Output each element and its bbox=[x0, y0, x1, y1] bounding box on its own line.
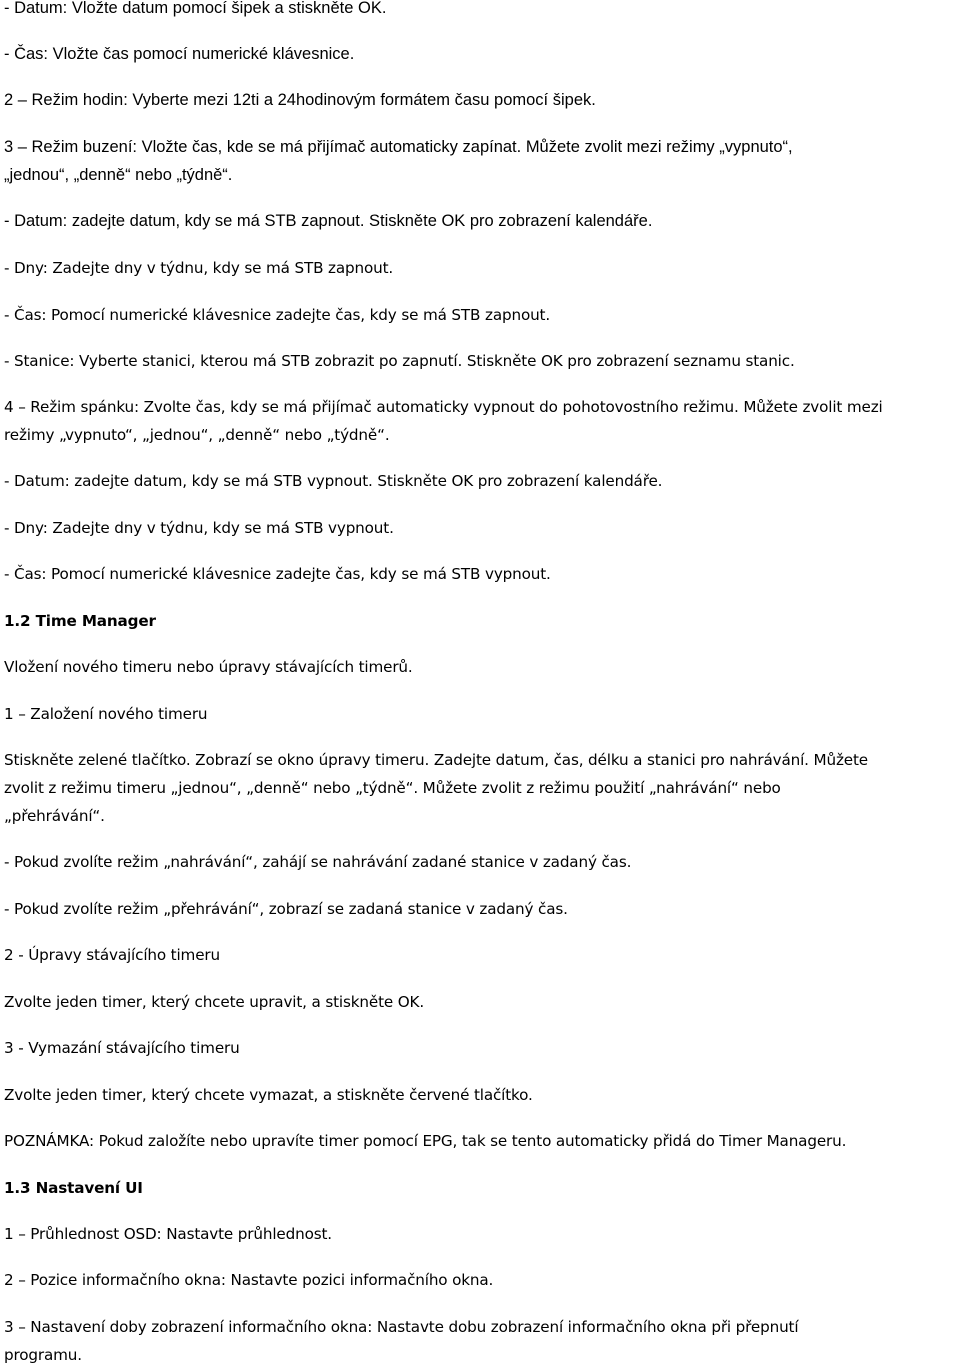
new-timer-paragraph: Stiskněte zelené tlačítko. Zobrazí se okno úpravy timeru. Zadejte datum, čas, délku a stanici pro nahrávání. Můžete bbox=[4, 751, 868, 769]
section-heading-time-manager: 1.2 Time Manager bbox=[4, 612, 156, 630]
delete-timer-heading: 3 - Vymazání stávajícího timeru bbox=[4, 1039, 240, 1057]
sleep-days-bullet: - Dny: Zadejte dny v týdnu, kdy se má STB vypnout. bbox=[4, 519, 394, 537]
wake-time-bullet: - Čas: Pomocí numerické klávesnice zadejte čas, kdy se má STB zapnout. bbox=[4, 306, 551, 324]
sleep-time-bullet: - Čas: Pomocí numerické klávesnice zadejte čas, kdy se má STB vypnout. bbox=[4, 565, 551, 583]
clock-mode-paragraph: 2 – Režim hodin: Vyberte mezi 12ti a 24hodinovým formátem času pomocí šipek. bbox=[4, 91, 596, 109]
record-mode-bullet: - Pokud zvolíte režim „nahrávání“, zahájí se nahrávání zadané stanice v zadaný čas. bbox=[4, 853, 632, 871]
info-window-duration-item-cont: programu. bbox=[4, 1346, 82, 1364]
time-manager-intro: Vložení nového timeru nebo úpravy stávajících timerů. bbox=[4, 658, 413, 676]
time-time-bullet: - Čas: Vložte čas pomocí numerické klávesnice. bbox=[4, 45, 355, 63]
osd-transparency-item: 1 – Průhlednost OSD: Nastavte průhlednost. bbox=[4, 1225, 332, 1243]
playback-mode-bullet: - Pokud zvolíte režim „přehrávání“, zobrazí se zadaná stanice v zadaný čas. bbox=[4, 900, 568, 918]
edit-timer-heading: 2 - Úpravy stávajícího timeru bbox=[4, 946, 220, 964]
new-timer-heading: 1 – Založení nového timeru bbox=[4, 705, 208, 723]
new-timer-paragraph-end: „přehrávání“. bbox=[4, 807, 105, 825]
edit-timer-paragraph: Zvolte jeden timer, který chcete upravit, a stiskněte OK. bbox=[4, 993, 425, 1011]
info-window-position-item: 2 – Pozice informačního okna: Nastavte pozici informačního okna. bbox=[4, 1271, 494, 1289]
sleep-date-bullet: - Datum: zadejte datum, kdy se má STB vypnout. Stiskněte OK pro zobrazení kalendáře. bbox=[4, 472, 663, 490]
delete-timer-paragraph: Zvolte jeden timer, který chcete vymazat, a stiskněte červené tlačítko. bbox=[4, 1086, 533, 1104]
new-timer-paragraph-cont: zvolit z režimu timeru „jednou“, „denně“ nebo „týdně“. Můžete zvolit z režimu použití „nahrávání“ nebo bbox=[4, 779, 781, 797]
wake-days-bullet: - Dny: Zadejte dny v týdnu, kdy se má STB zapnout. bbox=[4, 259, 394, 277]
section-heading-ui-settings: 1.3 Nastavení UI bbox=[4, 1179, 143, 1197]
time-date-bullet: - Datum: Vložte datum pomocí šipek a stiskněte OK. bbox=[4, 0, 387, 17]
epg-note: POZNÁMKA: Pokud založíte nebo upravíte timer pomocí EPG, tak se tento automaticky přidá do Timer Manageru. bbox=[4, 1132, 847, 1150]
info-window-duration-item: 3 – Nastavení doby zobrazení informačního okna: Nastavte dobu zobrazení informačního okna při přepnutí bbox=[4, 1318, 799, 1336]
wake-mode-paragraph-cont: „jednou“, „denně“ nebo „týdně“. bbox=[4, 166, 233, 184]
wake-date-bullet: - Datum: zadejte datum, kdy se má STB zapnout. Stiskněte OK pro zobrazení kalendáře. bbox=[4, 212, 653, 230]
wake-mode-paragraph: 3 – Režim buzení: Vložte čas, kde se má přijímač automaticky zapínat. Můžete zvolit mezi režimy „vypnuto“, bbox=[4, 138, 793, 156]
sleep-mode-paragraph-cont: režimy „vypnuto“, „jednou“, „denně“ nebo „týdně“. bbox=[4, 426, 390, 444]
wake-station-bullet: - Stanice: Vyberte stanici, kterou má STB zobrazit po zapnutí. Stiskněte OK pro zobrazení seznamu stanic. bbox=[4, 352, 795, 370]
sleep-mode-paragraph: 4 – Režim spánku: Zvolte čas, kdy se má přijímač automaticky vypnout do pohotovostního režimu. Můžete zvolit mezi bbox=[4, 398, 883, 416]
